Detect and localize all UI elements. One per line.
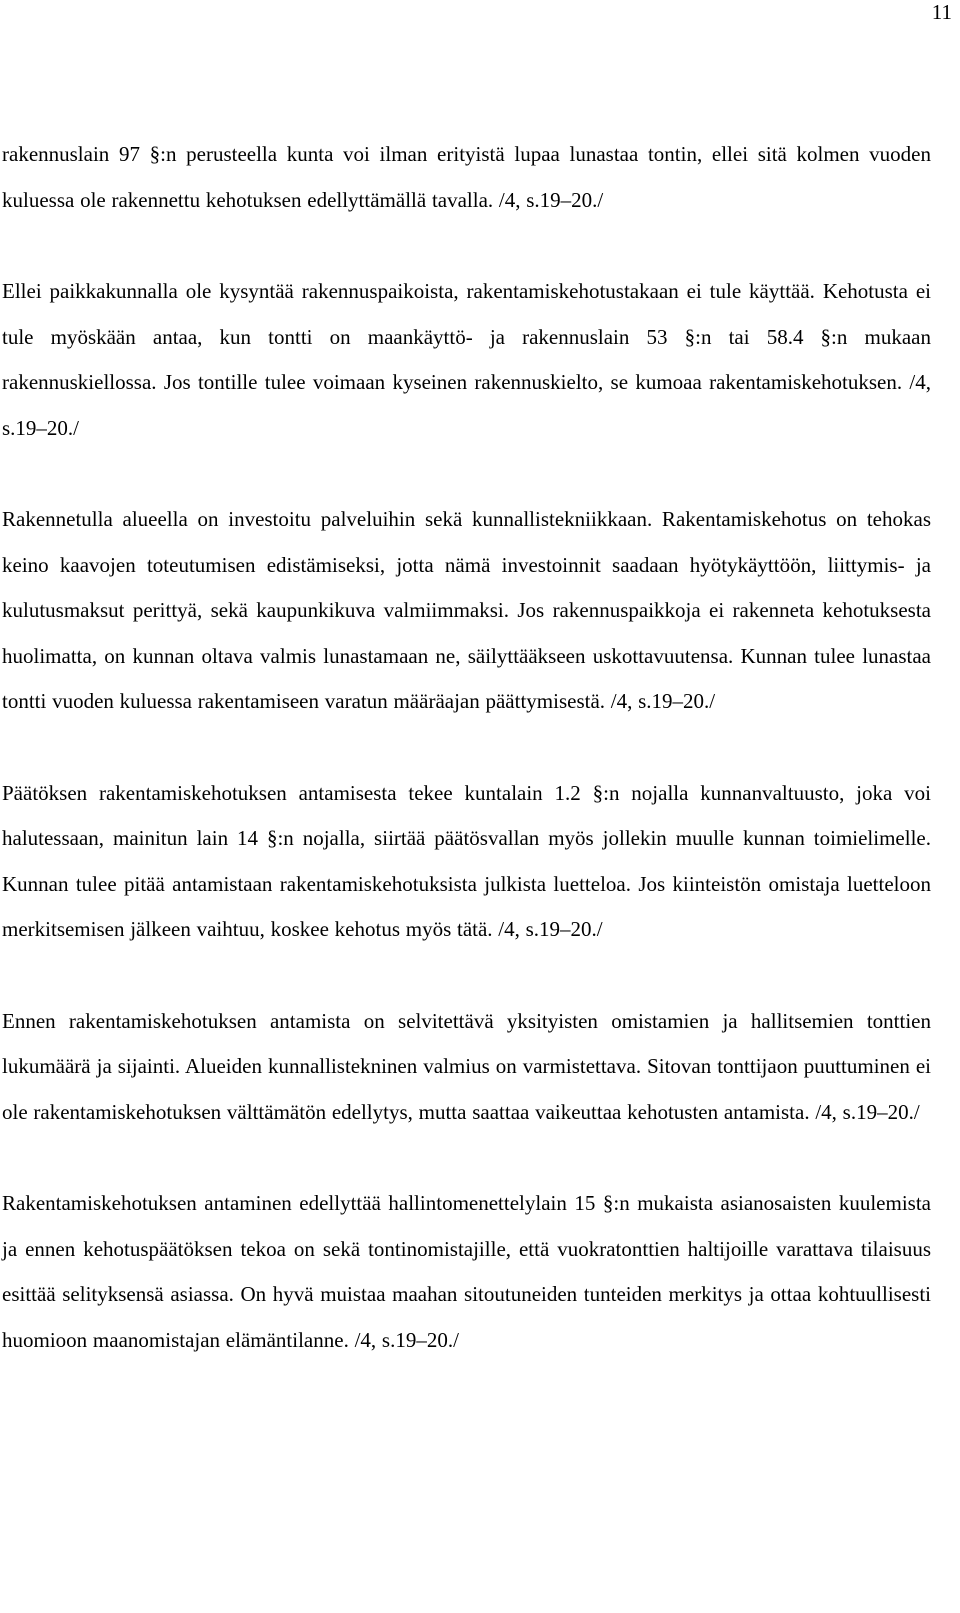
paragraph: Rakennetulla alueella on investoitu palveluihin sekä kunnallistekniikkaan. Rakentamiskehotus on tehokas keino kaavojen toteutumisen edistämiseksi, jotta nämä investoinnit saadaan hyötykäyttöön, liittymis- ja kulutusmaksut perittyä, sekä kaupunkikuva valmiimmaksi. Jos rakennuspaikkoja ei rakenneta kehotuksesta huolimatta, on kunnan oltava valmis lunastamaan ne, säilyttääkseen uskottavuutensa. Kunnan tulee lunastaa tontti vuoden kuluessa rakentamiseen varatun määräajan päättymisestä. /4, s.19–20./ [2, 507, 931, 713]
paragraph: Päätöksen rakentamiskehotuksen antamisesta tekee kuntalain 1.2 §:n nojalla kunnanvaltuusto, joka voi halutessaan, mainitun lain 14 §:n nojalla, siirtää päätösvallan myös jollekin muulle kunnan toimielimelle. Kunnan tulee pitää antamistaan rakentamiskehotuksista julkista luetteloa. Jos kiinteistön omistaja luetteloon merkitsemisen jälkeen vaihtuu, koskee kehotus myös tätä. /4, s.19–20./ [2, 780, 931, 941]
page-number: 11 [931, 0, 952, 24]
paragraph: Ellei paikkakunnalla ole kysyntää rakennuspaikoista, rakentamiskehotustakaan ei tule käyttää. Kehotusta ei tule myöskään antaa, kun tontti on maankäyttö- ja rakennuslain 53 §:n tai 58.4 §:n mukaan rakennuskiellossa. Jos tontille tulee voimaan kyseinen rakennuskielto, se kumoaa rakentamiskehotuksen. /4, s.19–20./ [2, 279, 931, 440]
paragraph: Ennen rakentamiskehotuksen antamista on selvitettävä yksityisten omistamien ja hallitsemien tonttien lukumäärä ja sijainti. Alueiden kunnallistekninen valmius on varmistettava. Sitovan tonttijaon puuttuminen ei ole rakentamiskehotuksen välttämätön edellytys, mutta saattaa vaikeuttaa kehotusten antamista. /4, s.19–20./ [2, 1008, 931, 1124]
paragraph: Rakentamiskehotuksen antaminen edellyttää hallintomenettelylain 15 §:n mukaista asianosaisten kuulemista ja ennen kehotuspäätöksen tekoa on sekä tontinomistajille, että vuokratonttien haltijoille varattava tilaisuus esittää selityksensä asiassa. On hyvä muistaa maahan sitoutuneiden tunteiden merkitys ja ottaa kohtuullisesti huomioon maanomistajan elämäntilanne. /4, s.19–20./ [2, 1191, 931, 1352]
paragraph: rakennuslain 97 §:n perusteella kunta voi ilman erityistä lupaa lunastaa tontin, ellei sitä kolmen vuoden kuluessa ole rakennettu kehotuksen edellyttämällä tavalla. /4, s.19–20./ [2, 142, 931, 212]
document-body [2, 132, 931, 1363]
